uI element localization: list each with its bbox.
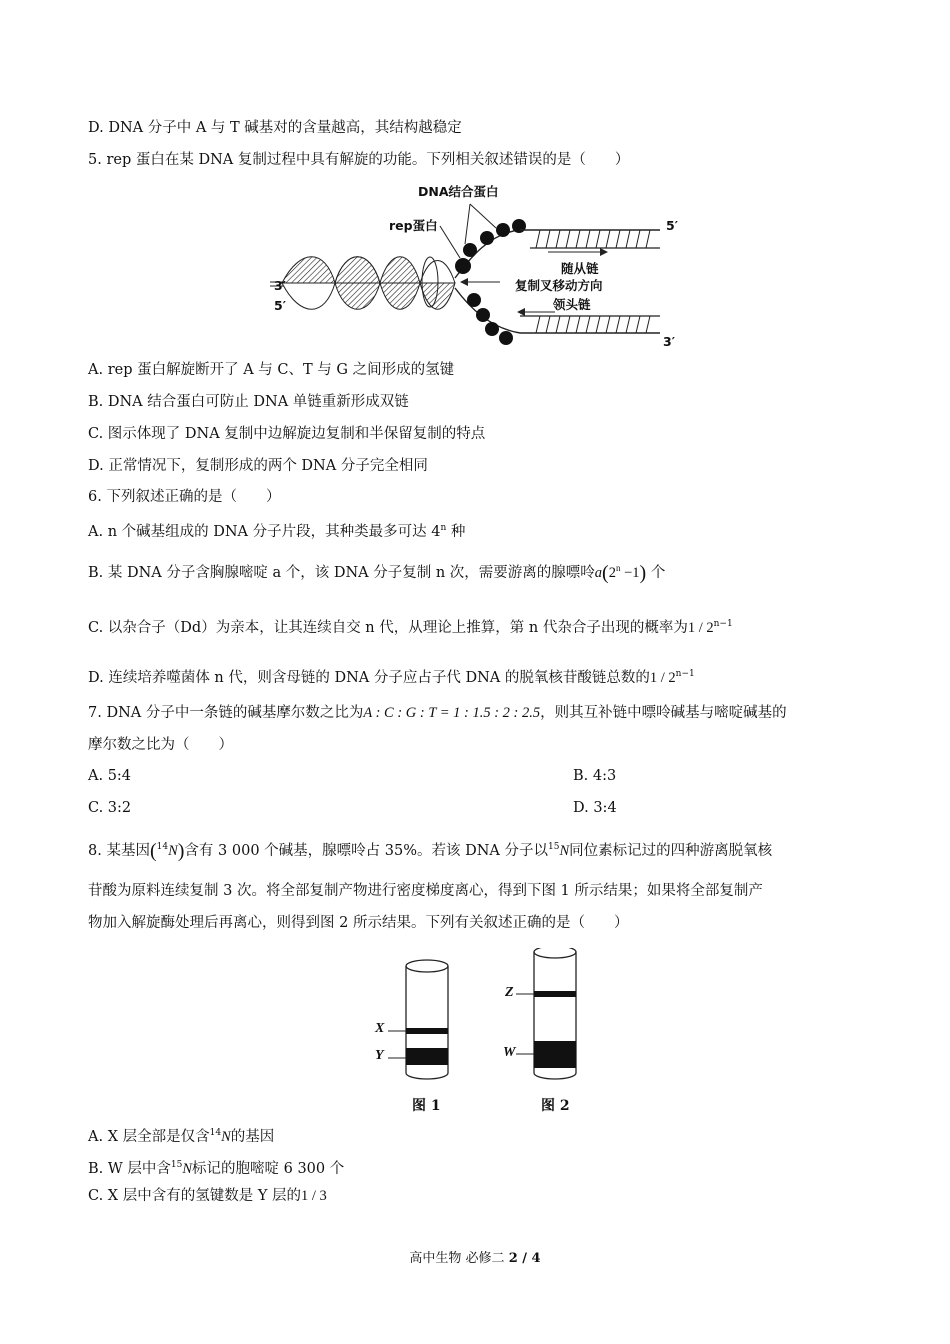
q8-text-b: 含有 3 000 个碱基，腺嘌呤占 35%。若该 DNA 分子以	[184, 843, 548, 859]
q6d-frac: 1 / 2	[649, 670, 676, 686]
q8a-n14: 14	[209, 1128, 222, 1138]
q6b-a: a	[594, 565, 603, 581]
label-band-y: Y	[375, 1048, 384, 1063]
option-q8-c	[88, 1186, 327, 1206]
option-q8-b	[88, 1155, 344, 1179]
q7-text-b: ，则其互补链中嘌呤碱基与嘧啶碱基的	[540, 705, 787, 721]
label-band-w: W	[503, 1045, 516, 1060]
tube1-band-y	[406, 1048, 448, 1065]
option-q7-c: C. 3:2	[88, 800, 132, 816]
q6b-rparen: )	[639, 562, 647, 584]
q8b-n15: 15	[170, 1160, 183, 1170]
q6a-exponent: n	[440, 523, 447, 533]
q8-N1: N	[168, 843, 178, 859]
q8b-N: N	[182, 1161, 193, 1177]
caption-fig1: 图 1	[412, 1098, 441, 1114]
option-q5-c: C. 图示体现了 DNA 复制中边解旋边复制和半保留复制的特点	[88, 426, 486, 442]
tube1-band-x	[406, 1028, 448, 1034]
option-q7-a: A. 5:4	[88, 768, 132, 784]
q8-text-c: 同位素标记过的四种游离脱氧核	[569, 843, 773, 859]
option-q6-b	[88, 558, 665, 583]
label-fork-direction: 复制叉移动方向	[515, 278, 603, 293]
option-q5-a: A. rep 蛋白解旋断开了 A 与 C、T 与 G 之间形成的氢键	[88, 362, 455, 378]
label-5prime-top: 5′	[666, 218, 678, 233]
question-5-stem: 5. rep 蛋白在某 DNA 复制过程中具有解旋的功能。下列相关叙述错误的是（ ）	[88, 152, 630, 168]
label-3prime-left: 3′	[274, 278, 286, 293]
label-3prime-bottom: 3′	[663, 334, 675, 349]
q8-lparen: (	[149, 840, 157, 862]
option-q5-b: B. DNA 结合蛋白可防止 DNA 单链重新形成双链	[88, 394, 409, 410]
q6b-minus1: −1	[620, 565, 640, 581]
tube2-band-w	[534, 1041, 576, 1068]
question-8-stem	[88, 837, 772, 861]
q6b-lparen: (	[602, 562, 609, 584]
q8-n14: 14	[156, 842, 169, 852]
caption-fig2: 图 2	[541, 1098, 570, 1114]
q8b-text: B. W 层中含	[88, 1161, 171, 1177]
option-q6-d	[88, 664, 695, 688]
tube2-band-z	[534, 991, 576, 997]
question-6-stem: 6. 下列叙述正确的是（ ）	[88, 489, 281, 505]
q8a-text-b: 的基因	[230, 1129, 275, 1145]
question-8-stem-line2: 苷酸为原料连续复制 3 次。将全部复制产物进行密度梯度离心，得到下图 1 所示结果；如果将全部复制产	[88, 883, 763, 899]
q6c-frac: 1 / 2	[687, 620, 714, 636]
q8a-text: A. X 层全部是仅含	[88, 1129, 210, 1145]
q6b-n: n	[615, 563, 621, 573]
label-5prime-left: 5′	[274, 298, 286, 313]
option-q7-b: B. 4:3	[573, 768, 617, 784]
label-dna-binding-protein: DNA结合蛋白	[418, 184, 499, 199]
q6b-unit: 个	[650, 565, 666, 581]
q6b-two: 2	[608, 565, 616, 581]
option-q5-d: D. 正常情况下，复制形成的两个 DNA 分子完全相同	[88, 458, 428, 474]
q8-rparen: )	[177, 840, 185, 862]
option-q6-a	[88, 518, 465, 542]
label-band-z: Z	[505, 985, 514, 1000]
option-q8-a	[88, 1123, 274, 1147]
q7-text-a: 7. DNA 分子中一条链的碱基摩尔数之比为	[88, 705, 364, 721]
q7-ratio: A : C : G : T = 1 : 1.5 : 2 : 2.5	[363, 705, 541, 721]
q8c-text: C. X 层中含有的氢键数是 Y 层的	[88, 1188, 302, 1204]
footer-text: 高中生物 必修二	[409, 1251, 509, 1266]
q6a-unit: 种	[446, 524, 466, 540]
q6b-text: B. 某 DNA 分子含胸腺嘧啶 a 个，该 DNA 分子复制 n 次，需要游离的腺嘌呤	[88, 565, 595, 581]
q8-text-a: 8. 某基因	[88, 843, 150, 859]
label-leading-strand: 领头链	[553, 297, 591, 312]
option-q4-d: D. DNA 分子中 A 与 T 碱基对的含量越高，其结构越稳定	[88, 120, 462, 136]
q8c-third: 1 / 3	[301, 1188, 327, 1204]
question-7-stem	[88, 703, 787, 723]
label-band-x: X	[375, 1021, 385, 1036]
option-q7-d: D. 3:4	[573, 800, 617, 816]
q6c-text: C. 以杂合子（Dd）为亲本，让其连续自交 n 代，从理论上推算，第 n 代杂合子出现的概率为	[88, 620, 688, 636]
option-q6-c	[88, 614, 733, 638]
question-8-stem-line3: 物加入解旋酶处理后再离心，则得到图 2 所示结果。下列有关叙述正确的是（ ）	[88, 915, 629, 931]
label-lagging-strand: 随从链	[561, 261, 599, 276]
q6d-text: D. 连续培养噬菌体 n 代，则含母链的 DNA 分子应占子代 DNA 的脱氧核苷酸链总数的	[88, 670, 650, 686]
double-helix	[270, 257, 455, 310]
q6d-exp: n−1	[675, 669, 695, 679]
page-footer	[0, 1247, 950, 1266]
q8-n15: 15	[548, 842, 560, 852]
q8a-N: N	[221, 1129, 231, 1145]
q6c-exp: n−1	[713, 619, 733, 629]
q6a-text: A. n 个碱基组成的 DNA 分子片段，其种类最多可达 4	[88, 524, 441, 540]
question-7-stem-line2: 摩尔数之比为（ ）	[88, 737, 233, 753]
q8b-text-b: 标记的胞嘧啶 6 300 个	[192, 1161, 345, 1177]
q8-N2: N	[559, 843, 570, 859]
footer-page-number: 2 / 4	[508, 1251, 541, 1266]
label-rep-protein: rep蛋白	[389, 218, 438, 233]
